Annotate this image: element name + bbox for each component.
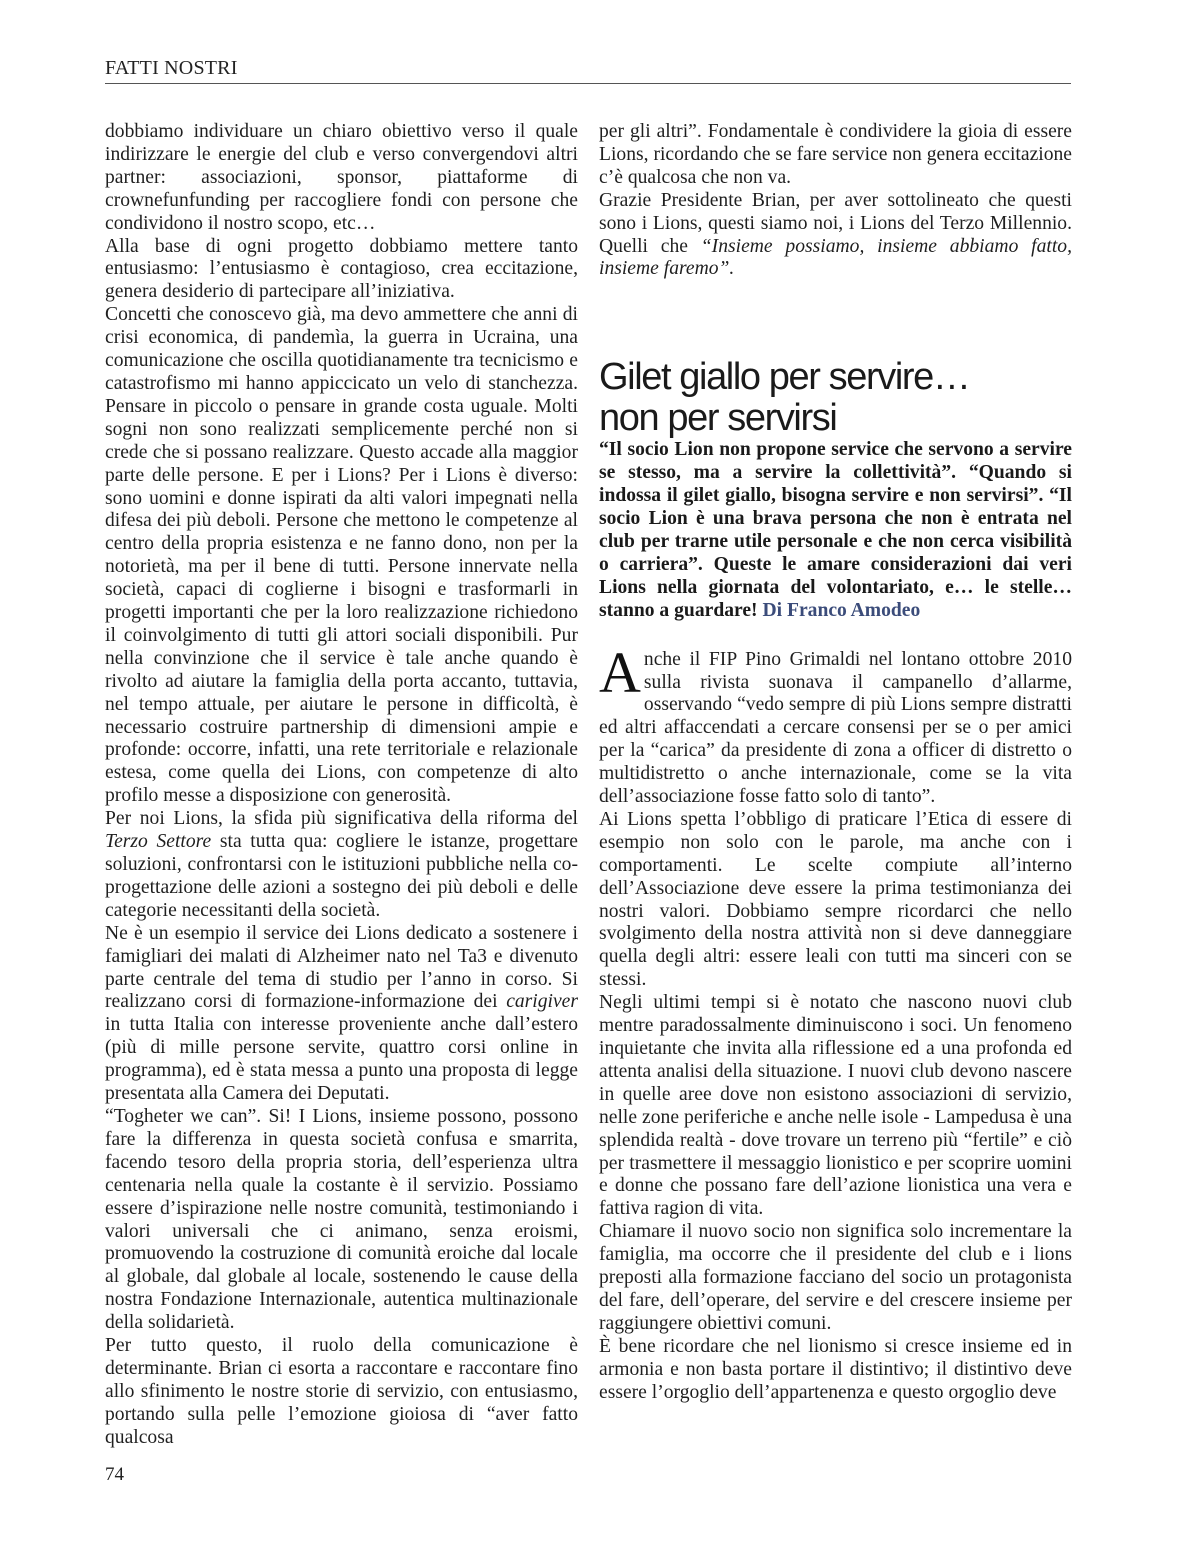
paragraph: Per tutto questo, il ruolo della comunicazione è determinante. Brian ci esorta a raccontare e raccontare fino allo sfinimento le nostre storie di servizio, con entusiasmo, portando sulla pelle l’emozione gioiosa di “aver fatto qualcosa <box>105 1335 578 1448</box>
drop-cap: A <box>599 639 641 705</box>
article-body <box>599 639 1072 1405</box>
paragraph: dobbiamo individuare un chiaro obiettivo verso il quale indirizzare le energie del club e verso convergendovi altri partner: associazioni, sponsor, piattaforme di crownefunfunding per raccogliere fondi con persone che condividono il nostro scopo, etc… <box>105 121 578 234</box>
article-title <box>599 357 1072 439</box>
italic-quote: “Insieme possiamo, insieme abbiamo fatto, insieme faremo”. <box>599 235 1072 280</box>
lead-text: “Il socio Lion non propone service che servono a servire se stesso, ma a servire la collettività”. “Quando si indossa il gilet giallo, bisogna servire e non servirsi”. “Il socio Lion è una brava persona che non è entrata nel club per trarne utile personale e che non cerca visibilità o carriera”. Queste le amare considerazioni dai veri Lions nella giornata del volontariato, e… le stelle… stanno a guardare! <box>599 439 1072 621</box>
left-column <box>105 121 578 1450</box>
right-column <box>599 121 1072 1405</box>
header-rule <box>105 83 1071 84</box>
paragraph: Negli ultimi tempi si è notato che nascono nuovi club mentre paradossalmente diminuiscono i soci. Un fenomeno inquietante che invita alla riflessione ed a una profonda ed attenta analisi della situazione. I nuovi club devono nascere in quelle aree dove non esistono associazioni di servizio, nelle zone periferiche e anche nelle isole - Lampedusa è una splendida realtà - dove trovare un terreno più “fertile” e ciò per trasmettere il messaggio lionistico e per scoprire uomini e donne che possano fare dell’azione lionistica una vera e fattiva ragion di vita. <box>599 992 1072 1220</box>
page-number: 74 <box>105 1464 124 1485</box>
text-fragment: in tutta Italia con interesse proveniente anche dall’estero (più di mille persone servite, quattro corsi online in programma), ed è stata messa a punto una proposta di legge presentata alla Camera dei Deputati. <box>105 1014 578 1105</box>
title-line: non per servirsi <box>599 397 837 440</box>
article-lead <box>599 439 1072 622</box>
paragraph-alzheimer <box>105 923 578 1106</box>
paragraph: Concetti che conoscevo già, ma devo ammettere che anni di crisi economica, di pandemìa, la guerra in Ucraina, una comunicazione che oscilla quotidianamente tra tecnicismo e catastrofismo mi hanno appiccicato un velo di stanchezza. Pensare in piccolo o pensare in grande costa uguale. Molti sogni non sono realizzati semplicemente perché non si crede che si possano realizzare. Questo accade alla maggior parte delle persone. E per i Lions? Per i Lions è diverso: sono uomini e donne ispirati da alti valori impegnati nella difesa dei più deboli. Persone che mettono le competenze al centro della propria esistenza e ne fanno dono, non per la notorietà, ma per il bene di tutti. Persone innervate nella società, capaci di coglierne i bisogni e trasformarli in progetti importanti che per la loro realizzazione richiedono il coinvolgimento di tutti gli attori sociali disponibili. Pur nella convinzione che il service è tale anche quando è rivolto ad aiutare la famiglia della porta accanto, tuttavia, nel tempo attuale, per aiutare le persone in difficoltà, è necessario costruire partnership di dimensioni ampie e profonde: occorre, infatti, una rete territoriale e relazionale estesa, come quella dei Lions, con competenze di alto profilo messe a disposizione con generosità. <box>105 304 578 807</box>
italic-term: Terzo Settore <box>105 831 212 853</box>
text-fragment: Ne è un esempio il service dei Lions dedicato a sostenere i famigliari dei malati di Alzheimer nato nel Ta3 e divenuto parte centrale del tema di studio per l’anno in corso. Si realizzano corsi di formazione-informazione dei <box>105 922 578 1013</box>
paragraph-terzo-settore <box>105 808 578 923</box>
paragraph: “Togheter we can”. Si! I Lions, insieme possono, possono fare la differenza in questa società confusa e smarrita, facendo tesoro della propria storia, dell’esperienza ultra centenaria nella quale la costante è il servizio. Possiamo essere d’ispirazione nelle nostre comunità, testimoniando i valori universali che ci animano, senza eroismi, promuovendo la costruzione di comunità eroiche dal locale al globale, dal globale al locale, sostenendo le cause della nostra Fondazione Internazionale, autentica multinazionale della solidarietà. <box>105 1105 578 1334</box>
paragraph: È bene ricordare che nel lionismo si cresce insieme ed in armonia e non basta portare il distintivo; il distintivo deve essere l’orgoglio dell’appartenenza e questo orgoglio deve <box>599 1335 1072 1403</box>
title-line: Gilet giallo per servire… <box>599 356 970 399</box>
paragraph: Alla base di ogni progetto dobbiamo mettere tanto entusiasmo: l’entusiasmo è contagioso, crea eccitazione, genera desiderio di partecipare all’iniziativa. <box>105 235 578 303</box>
paragraph: per gli altri”. Fondamentale è condividere la gioia di essere Lions, ricordando che se fare service non genera eccitazione c’è qualcosa che non va. <box>599 121 1072 188</box>
text-fragment: Grazie Presidente Brian, per aver sottolineato che questi sono i Lions, questi siamo noi, i Lions del Terzo Millennio. Quelli che <box>599 189 1072 257</box>
text-fragment: sta tutta qua: cogliere le istanze, progettare soluzioni, confrontarsi con le istituzioni pubbliche nella co-progettazione delle azioni a sostegno dei più deboli e delle categorie necessitanti della società. <box>105 831 579 921</box>
paragraph: Chiamare il nuovo socio non significa solo incrementare la famiglia, ma occorre che il presidente del club e i lions preposti alla formazione facciano del socio un protagonista del fare, dell’operare, del servire e del crescere insieme per raggiungere obiettivi comuni. <box>599 1221 1072 1334</box>
byline: Di Franco Amodeo <box>762 599 921 621</box>
text-fragment: Per noi Lions, la sfida più significativa della riforma del <box>105 808 578 830</box>
first-paragraph <box>599 639 1072 809</box>
section-header: FATTI NOSTRI <box>105 57 238 79</box>
text-fragment: nche il FIP Pino Grimaldi nel lontano ottobre 2010 sulla rivista suonava il campanello d’allarme, osservando “vedo sempre di più Lions sempre distratti ed altri affaccendati a cercare consensi per se o per amici per la “carica” da presidente di zona a officer di distretto o multidistretto o anche internazionale, come se la vita dell’associazione fosse fatto solo di tanto”. <box>599 648 1072 808</box>
paragraph: Ai Lions spetta l’obbligo di praticare l’Etica di essere di esempio non solo con le parole, ma anche con i comportamenti. Le scelte compiute all’interno dell’Associazione deve essere la prima testimonianza dei nostri valori. Dobbiamo sempre ricordarci che nello svolgimento della nostra attività non si deve danneggiare quella degli altri: essere leali con tutti ma sinceri con se stessi. <box>599 808 1072 991</box>
paragraph-closing <box>599 190 1072 282</box>
italic-term: carigiver <box>506 991 579 1013</box>
